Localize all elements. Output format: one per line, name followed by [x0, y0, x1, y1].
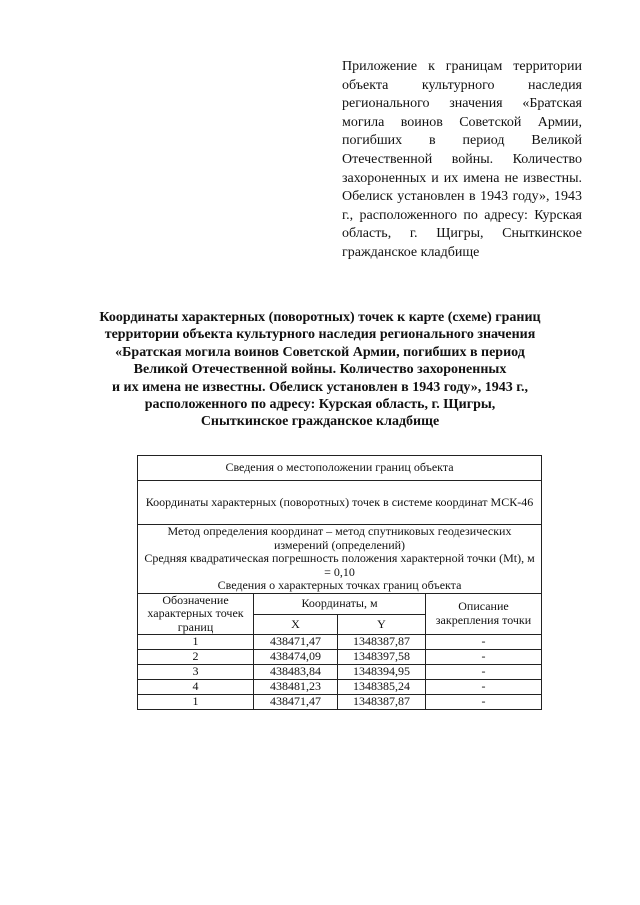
description-cell: - — [426, 680, 542, 695]
point-cell: 2 — [138, 650, 254, 665]
description-header: Описание закрепления точки — [426, 593, 542, 635]
point-cell: 4 — [138, 680, 254, 695]
table-row — [138, 665, 542, 680]
appendix-note: Приложение к границам территории объекта культурного наследия регионального значения «Братская могила воинов Советской Армии, погибших в период Великой Отечественной войны. Количество захороненных и их имена не известны. Обелиск установлен в 1943 году», 1943 г., расположенного по адресу: Курская область, г. Щигры, Сныткинское гражданское кладбище — [342, 59, 582, 260]
y-cell: 1348387,87 — [338, 635, 426, 650]
heading-line: расположенного по адресу: Курская область, г. Щигры, — [144, 397, 496, 413]
table-row — [138, 695, 542, 710]
accuracy-text: Средняя квадратическая погрешность положения характерной точки (Mt), м = 0,10 — [144, 551, 535, 579]
x-cell: 438471,47 — [254, 695, 338, 710]
point-header: Обозначение характерных точек границ — [138, 593, 254, 635]
y-cell: 1348394,95 — [338, 665, 426, 680]
document-heading — [60, 309, 580, 431]
method-cell — [138, 525, 542, 594]
coord-system-cell: Координаты характерных (поворотных) точек в системе координат МСК-46 — [138, 481, 542, 525]
table-row — [138, 650, 542, 665]
table-row — [138, 635, 542, 650]
x-header: X — [254, 615, 338, 635]
table-row — [138, 525, 542, 594]
description-cell: - — [426, 635, 542, 650]
coordinates-header: Координаты, м — [254, 593, 426, 615]
table-header-row — [138, 593, 542, 615]
points-info-text: Сведения о характерных точках границ объекта — [217, 578, 462, 592]
heading-line: территории объекта культурного наследия регионального значения — [104, 327, 536, 343]
description-cell: - — [426, 665, 542, 680]
table-row — [138, 456, 542, 481]
x-cell: 438483,84 — [254, 665, 338, 680]
x-cell: 438481,23 — [254, 680, 338, 695]
y-cell: 1348385,24 — [338, 680, 426, 695]
description-cell: - — [426, 695, 542, 710]
point-cell: 1 — [138, 695, 254, 710]
heading-line: Великой Отечественной войны. Количество захороненных — [133, 362, 507, 378]
point-cell: 3 — [138, 665, 254, 680]
heading-line: и их имена не известны. Обелиск установлен в 1943 году», 1943 г., — [111, 379, 529, 395]
heading-line: Сныткинское гражданское кладбище — [200, 414, 440, 430]
heading-line: «Братская могила воинов Советской Армии, погибших в период — [115, 344, 525, 360]
coordinates-table — [137, 455, 542, 710]
description-cell: - — [426, 650, 542, 665]
y-cell: 1348397,58 — [338, 650, 426, 665]
heading-line: Координаты характерных (поворотных) точек к карте (схеме) границ — [99, 310, 541, 325]
y-cell: 1348387,87 — [338, 695, 426, 710]
x-cell: 438471,47 — [254, 635, 338, 650]
method-text: Метод определения координат – метод спутниковых геодезических измерений (определений) — [167, 524, 512, 552]
x-cell: 438474,09 — [254, 650, 338, 665]
table-row — [138, 481, 542, 525]
location-info-cell: Сведения о местоположении границ объекта — [138, 456, 542, 481]
y-header: Y — [338, 615, 426, 635]
point-cell: 1 — [138, 635, 254, 650]
table-row — [138, 680, 542, 695]
